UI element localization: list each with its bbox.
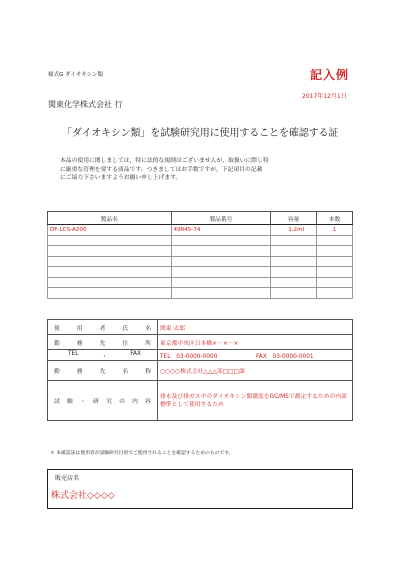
label-char: FAX: [130, 350, 141, 357]
product-name-cell[interactable]: [48, 246, 172, 257]
label-char: 名: [145, 325, 151, 332]
product-number-cell[interactable]: [171, 267, 271, 278]
purpose-field[interactable]: 排水及び排ガス中のダイオキシン類濃度をGC/MSで測定するための内部標準として使用するため: [158, 381, 353, 421]
purpose-label: [48, 381, 158, 421]
intro-text: 本品の使用に関しましては，特に法的な規制はございませんが，取扱いに際し特 に厳重な管理を要する商品です。つきましてはお手数ですが，下記項目の記載 にご協力下さいますようお願い申し上げます。: [60, 158, 269, 182]
label-char: ・: [80, 399, 86, 405]
product-row: [48, 225, 353, 236]
label-char: ・: [101, 353, 108, 360]
count-cell[interactable]: [317, 246, 353, 257]
volume-cell[interactable]: [271, 256, 317, 267]
purpose-row: [48, 381, 353, 421]
label-char: 氏: [122, 325, 129, 332]
product-table: [47, 211, 353, 299]
count-cell[interactable]: [317, 256, 353, 267]
label-char: 務: [76, 340, 83, 347]
label-char: 者: [99, 325, 106, 332]
label-char: 容: [145, 399, 151, 405]
label-char: 務: [76, 369, 83, 375]
telfax-label: [48, 350, 158, 361]
product-number-cell[interactable]: [171, 288, 271, 299]
user-label: [48, 320, 158, 335]
product-name-cell[interactable]: DF-LCS-A200: [48, 225, 172, 236]
volume-cell[interactable]: [271, 288, 317, 299]
user-name-field[interactable]: 関東 太郎: [158, 320, 353, 335]
product-name-cell[interactable]: [48, 277, 172, 288]
label-char: 称: [145, 369, 151, 375]
label-char: 先: [99, 369, 106, 375]
volume-cell[interactable]: [271, 246, 317, 257]
volume-cell[interactable]: [271, 267, 317, 278]
tel-field[interactable]: TEL 03-0000-0000: [160, 353, 218, 360]
address-row: [48, 335, 353, 350]
product-name-cell[interactable]: [48, 256, 172, 267]
label-char: 勤: [54, 369, 60, 375]
user-row: [48, 320, 353, 335]
label-char: 使: [54, 325, 60, 332]
document-title: 「ダイオキシン類」を試験研究用に使用することを確認する証: [62, 128, 339, 139]
count-cell[interactable]: [317, 288, 353, 299]
user-info-table: [47, 319, 353, 421]
count-cell[interactable]: 1: [317, 225, 353, 236]
label-char: 勤: [54, 340, 60, 347]
product-number-cell[interactable]: [171, 235, 271, 246]
label-char: 試: [54, 399, 60, 405]
product-number-cell[interactable]: [171, 277, 271, 288]
label-char: TEL: [68, 350, 79, 357]
addressee: 関東化学株式会社 行: [48, 100, 123, 109]
product-number-cell[interactable]: [171, 246, 271, 257]
product-row: [48, 235, 353, 246]
label-char: 住: [122, 340, 129, 347]
product-name-cell[interactable]: [48, 288, 172, 299]
volume-cell[interactable]: 1.2ml: [271, 225, 317, 236]
volume-cell[interactable]: [271, 277, 317, 288]
volume-cell[interactable]: [271, 235, 317, 246]
fax-field[interactable]: FAX 03-0000-0001: [256, 353, 314, 360]
col-volume: 容量: [271, 212, 317, 225]
telfax-row: [48, 350, 353, 361]
col-product-name: 製品名: [48, 212, 172, 225]
product-row: [48, 256, 353, 267]
company-row: [48, 361, 353, 381]
label-char: 先: [99, 340, 106, 347]
label-char: 研: [93, 399, 99, 405]
label-char: の: [119, 399, 125, 405]
address-label: [48, 335, 158, 350]
sample-stamp: 記入例: [310, 68, 350, 82]
store-label: 販売店名: [55, 475, 80, 482]
col-count: 本数: [317, 212, 353, 225]
label-char: 所: [145, 340, 151, 347]
company-field[interactable]: ○○○○株式会社△△△部□□□課: [158, 361, 353, 381]
footnote: ＊ 本確認証は使用者が試験研究目的でご使用されることを確認するためのものです。: [50, 451, 234, 456]
company-label: [48, 361, 158, 381]
address-field[interactable]: 東京都中央区日本橋×－×－×: [158, 335, 353, 350]
label-char: 用: [76, 325, 83, 332]
label-char: 内: [132, 399, 138, 405]
label-char: 験: [67, 399, 73, 405]
product-row: [48, 267, 353, 278]
count-cell[interactable]: [317, 267, 353, 278]
store-name-field[interactable]: 株式会社◇◇◇◇: [51, 491, 115, 501]
col-product-number: 製品番号: [171, 212, 271, 225]
count-cell[interactable]: [317, 277, 353, 288]
product-row: [48, 277, 353, 288]
form-code: 様式G ダイオキシン類: [48, 72, 104, 78]
label-char: 名: [122, 369, 129, 375]
label-char: 究: [106, 399, 112, 405]
product-name-cell[interactable]: [48, 235, 172, 246]
document-date: 2017年12月1日: [302, 93, 347, 100]
product-row: [48, 246, 353, 257]
product-number-cell[interactable]: [171, 256, 271, 267]
product-table-header: [48, 212, 353, 225]
count-cell[interactable]: [317, 235, 353, 246]
product-name-cell[interactable]: [48, 267, 172, 278]
product-number-cell[interactable]: 49845-74: [171, 225, 271, 236]
product-row: [48, 288, 353, 299]
